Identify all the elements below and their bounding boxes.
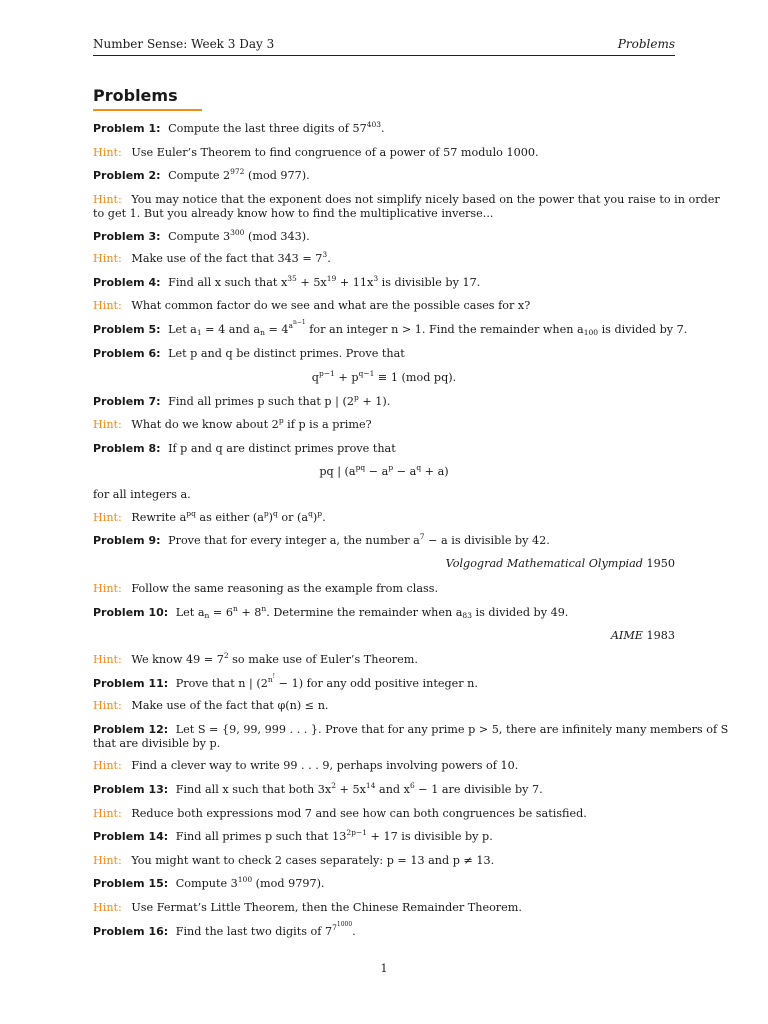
hint-label: Hint: bbox=[93, 807, 122, 820]
running-header bbox=[93, 37, 675, 53]
hint-label: Hint: bbox=[93, 901, 122, 914]
page-number: 1 bbox=[380, 962, 388, 975]
hint-2-continued: to get 1. But you already know how to find the multiplicative inverse... bbox=[93, 207, 494, 220]
hint-3: Hint: Make use of the fact that $343 = 7^3$. bbox=[93, 250, 331, 265]
problem-5: Problem 5: Let $a_1 = 4$ and $a_n = 4^{a^{n-1}}$ for an integer n > 1. Find the remainder when $a_{100}$ is divided by 7. bbox=[93, 319, 688, 337]
problem-11-label: Problem 11: bbox=[93, 677, 169, 690]
problem-4: Problem 4: Find all x such that $x^{35} + 5x^{19} + 11x^3$ is divisible by 17. bbox=[93, 274, 481, 289]
problem-8-continued: for all integers a. bbox=[93, 488, 191, 501]
problem-8-equation: pq | $(a^{pq} - a^p - a^q + a)$ bbox=[319, 463, 449, 478]
header-rule bbox=[93, 55, 675, 56]
problem-13: Problem 13: Find all x such that both $3x^2 + 5x^{14}$ and $x^6 - 1$ are divisible by 7. bbox=[93, 781, 543, 796]
problem-2: Problem 2: Compute $2^{972}$ (mod 977). bbox=[93, 167, 310, 182]
problem-16: Problem 16: Find the last two digits of $7^{7^{1000}}$. bbox=[93, 921, 356, 938]
problem-12-continued: that are divisible by p. bbox=[93, 737, 221, 750]
hint-7: Hint: What do we know about 2$^p$ if p is a prime? bbox=[93, 416, 372, 431]
problem-8-label: Problem 8: bbox=[93, 442, 161, 455]
hint-9: Hint: Follow the same reasoning as the example from class. bbox=[93, 582, 439, 595]
hint-12: Hint: Find a clever way to write 99 . . . 9, perhaps involving powers of 10. bbox=[93, 759, 519, 772]
hint-label: Hint: bbox=[93, 299, 122, 312]
problem-15-label: Problem 15: bbox=[93, 877, 169, 890]
problem-10-label: Problem 10: bbox=[93, 606, 169, 619]
problem-6-equation: $q^{p-1} + p^{q-1} \equiv 1$ (mod pq). bbox=[311, 369, 457, 384]
problem-11: Problem 11: Prove that n | $(2^{n^!} - 1)$ for any odd positive integer n. bbox=[93, 673, 478, 690]
problem-10-source: AIME 1983 bbox=[610, 629, 675, 642]
problem-6: Problem 6: Let p and q be distinct primes. Prove that bbox=[93, 347, 405, 360]
problem-16-label: Problem 16: bbox=[93, 925, 169, 938]
problem-15: Problem 15: Compute $3^{100}$ (mod 9797). bbox=[93, 875, 325, 890]
hint-10: Hint: We know $49 = 7^2$ so make use of Euler’s Theorem. bbox=[93, 651, 418, 666]
hint-label: Hint: bbox=[93, 252, 122, 265]
problem-14-label: Problem 14: bbox=[93, 830, 169, 843]
hint-4: Hint: What common factor do we see and what are the possible cases for x? bbox=[93, 299, 531, 312]
hint-14: Hint: You might want to check 2 cases separately: p = 13 and p ≠ 13. bbox=[93, 854, 495, 867]
hint-label: Hint: bbox=[93, 418, 122, 431]
hint-label: Hint: bbox=[93, 854, 122, 867]
hint-11: Hint: Make use of the fact that φ(n) ≤ n. bbox=[93, 699, 329, 712]
problem-12: Problem 12: Let S = {9, 99, 999 . . . }. Prove that for any prime p > 5, there are infinitely many members of S bbox=[93, 723, 729, 736]
hint-2: Hint: You may notice that the exponent does not simplify nicely based on the power that you raise to in order bbox=[93, 193, 720, 206]
problem-9: Problem 9: Prove that for every integer a, the number $a^7 - a$ is divisible by 42. bbox=[93, 532, 550, 547]
problem-6-label: Problem 6: bbox=[93, 347, 161, 360]
hint-15: Hint: Use Fermat’s Little Theorem, then the Chinese Remainder Theorem. bbox=[93, 901, 522, 914]
problem-14: Problem 14: Find all primes p such that $13^{2p-1} + 17$ is divisible by p. bbox=[93, 828, 493, 843]
hint-label: Hint: bbox=[93, 759, 122, 772]
hint-1: Hint: Use Euler’s Theorem to find congruence of a power of 57 modulo 1000. bbox=[93, 146, 539, 159]
document-page bbox=[93, 0, 729, 1024]
problem-1: Problem 1: Compute the last three digits of $57^{403}$. bbox=[93, 120, 385, 135]
header-section-name: Problems bbox=[617, 37, 675, 51]
hint-label: Hint: bbox=[93, 146, 122, 159]
problem-7: Problem 7: Find all primes p such that p | $(2^p + 1)$. bbox=[93, 393, 391, 408]
problem-5-label: Problem 5: bbox=[93, 323, 161, 336]
hint-label: Hint: bbox=[93, 582, 122, 595]
problem-13-label: Problem 13: bbox=[93, 783, 169, 796]
hint-label: Hint: bbox=[93, 511, 122, 524]
problem-3: Problem 3: Compute $3^{300}$ (mod 343). bbox=[93, 228, 310, 243]
problem-2-label: Problem 2: bbox=[93, 169, 161, 182]
section-title-underline bbox=[93, 109, 202, 111]
hint-8: Hint: Rewrite $a^{pq}$ as either $(a^p)^q$ or $(a^q)^p$. bbox=[93, 509, 326, 524]
hint-13: Hint: Reduce both expressions mod 7 and see how can both congruences be satisfied. bbox=[93, 807, 587, 820]
problem-12-label: Problem 12: bbox=[93, 723, 169, 736]
problem-4-label: Problem 4: bbox=[93, 276, 161, 289]
hint-label: Hint: bbox=[93, 193, 122, 206]
problem-3-label: Problem 3: bbox=[93, 230, 161, 243]
problem-8: Problem 8: If p and q are distinct primes prove that bbox=[93, 442, 396, 455]
problem-10: Problem 10: Let $a_n = 6^n + 8^n$. Determine the remainder when $a_{83}$ is divided by 49. bbox=[93, 604, 569, 620]
problem-1-label: Problem 1: bbox=[93, 122, 161, 135]
hint-label: Hint: bbox=[93, 699, 122, 712]
problem-7-label: Problem 7: bbox=[93, 395, 161, 408]
hint-label: Hint: bbox=[93, 653, 122, 666]
header-course-title: Number Sense: Week 3 Day 3 bbox=[93, 37, 275, 51]
problem-9-source: Volgograd Mathematical Olympiad 1950 bbox=[445, 557, 675, 570]
section-title: Problems bbox=[93, 86, 178, 105]
problem-9-label: Problem 9: bbox=[93, 534, 161, 547]
